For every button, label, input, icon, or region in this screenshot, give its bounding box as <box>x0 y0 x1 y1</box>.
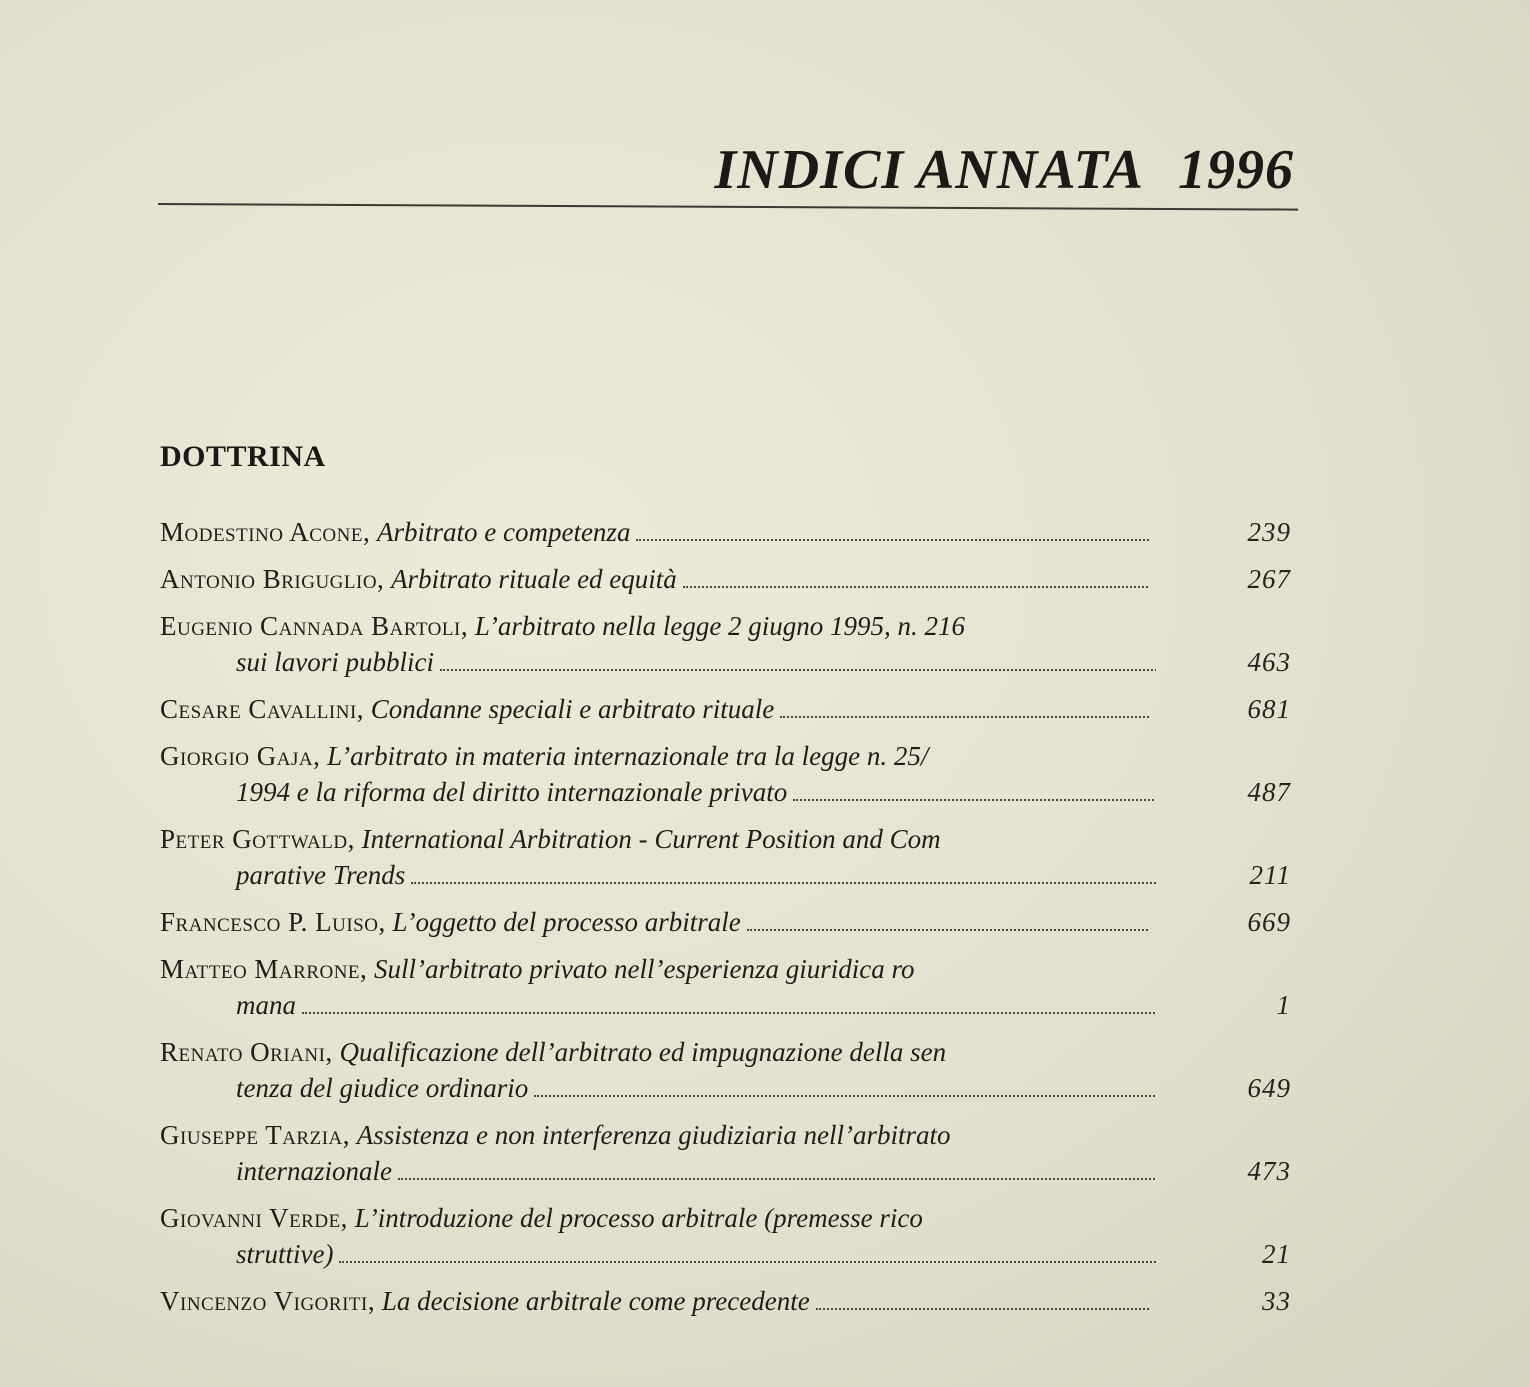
entry-page-number: 681 <box>1247 694 1291 724</box>
entry-title: Assistenza e non interferenza giudiziaria nell’arbitrato <box>356 1120 951 1150</box>
entry-title: L’introduzione del processo arbitrale (premesse rico <box>354 1203 923 1233</box>
entry-page-number: 463 <box>1247 647 1291 677</box>
entry-title: L’arbitrato nella legge 2 giugno 1995, n. 216 <box>474 611 966 641</box>
entry-page-number: 669 <box>1247 907 1291 937</box>
entry-page-number: 33 <box>1262 1286 1291 1316</box>
entry-page-number: 487 <box>1247 777 1291 807</box>
entry-author: Cesare Cavallini, <box>160 694 365 724</box>
entry-title-continuation: mana <box>236 990 296 1020</box>
entry-page-number: 21 <box>1262 1239 1291 1269</box>
entry-author: Modestino Acone, <box>160 517 371 547</box>
dot-leader <box>816 1300 1150 1310</box>
entry-title-continuation: sui lavori pubblici <box>236 647 434 677</box>
index-entry <box>160 951 1295 1023</box>
dot-leader <box>780 708 1150 718</box>
dot-leader <box>793 791 1156 801</box>
index-entry <box>160 1034 1295 1106</box>
index-entry <box>160 1200 1295 1272</box>
page-title <box>715 138 1295 202</box>
section-heading: DOTTRINA <box>160 440 326 473</box>
index-entry <box>160 514 1295 550</box>
title-main: INDICI ANNATA <box>714 139 1144 201</box>
entry-title: Qualificazione dell’arbitrato ed impugnazione della sen <box>339 1037 947 1067</box>
entry-title-continuation: 1994 e la riforma del diritto internazionale privato <box>236 777 788 807</box>
entry-page-number: 239 <box>1247 517 1291 547</box>
index-entry <box>160 1283 1295 1319</box>
entry-title: Condanne speciali e arbitrato rituale <box>370 694 775 724</box>
dot-leader <box>636 531 1150 541</box>
index-entry <box>160 738 1295 810</box>
dot-leader <box>398 1170 1156 1180</box>
entry-title: International Arbitration - Current Position and Com <box>361 824 941 854</box>
entry-author: Giuseppe Tarzia, <box>160 1120 351 1150</box>
entry-author: Giorgio Gaja, <box>160 741 321 771</box>
entry-author: Vincenzo Vigoriti, <box>160 1286 376 1316</box>
entry-page-number: 1 <box>1276 990 1291 1020</box>
dot-leader <box>302 1004 1156 1014</box>
entry-author: Peter Gottwald, <box>160 824 355 854</box>
entry-author: Francesco P. Luiso, <box>160 907 386 937</box>
entry-page-number: 211 <box>1249 860 1291 890</box>
entry-author: Eugenio Cannada Bartoli, <box>160 611 469 641</box>
index-entry <box>160 561 1295 597</box>
index-entries <box>160 514 1295 1330</box>
title-divider <box>158 203 1298 211</box>
title-year: 1996 <box>1178 139 1294 201</box>
entry-title-continuation: internazionale <box>236 1156 392 1186</box>
entry-title-continuation: parative Trends <box>236 860 406 890</box>
index-entry <box>160 821 1295 893</box>
entry-author: Renato Oriani, <box>160 1037 333 1067</box>
entry-page-number: 267 <box>1247 564 1291 594</box>
entry-title-continuation: struttive) <box>236 1239 334 1269</box>
index-entry <box>160 1117 1295 1189</box>
entry-author: Giovanni Verde, <box>160 1203 348 1233</box>
index-entry <box>160 691 1295 727</box>
dot-leader <box>683 578 1150 588</box>
dot-leader <box>534 1087 1156 1097</box>
entry-title: L’oggetto del processo arbitrale <box>392 907 741 937</box>
index-entry <box>160 608 1295 680</box>
entry-page-number: 473 <box>1247 1156 1291 1186</box>
entry-title: Arbitrato e competenza <box>376 517 631 547</box>
entry-page-number: 649 <box>1247 1073 1291 1103</box>
entry-title: L’arbitrato in materia internazionale tra la legge n. 25/ <box>327 741 929 771</box>
dot-leader <box>411 874 1156 884</box>
index-entry <box>160 904 1295 940</box>
entry-author: Antonio Briguglio, <box>160 564 385 594</box>
dot-leader <box>747 921 1150 931</box>
entry-title: La decisione arbitrale come precedente <box>381 1286 810 1316</box>
entry-author: Matteo Marrone, <box>160 954 368 984</box>
entry-title: Sull’arbitrato privato nell’esperienza giuridica ro <box>374 954 915 984</box>
entry-title-continuation: tenza del giudice ordinario <box>236 1073 529 1103</box>
dot-leader <box>339 1253 1156 1263</box>
dot-leader <box>440 661 1156 671</box>
entry-title: Arbitrato rituale ed equità <box>391 564 677 594</box>
